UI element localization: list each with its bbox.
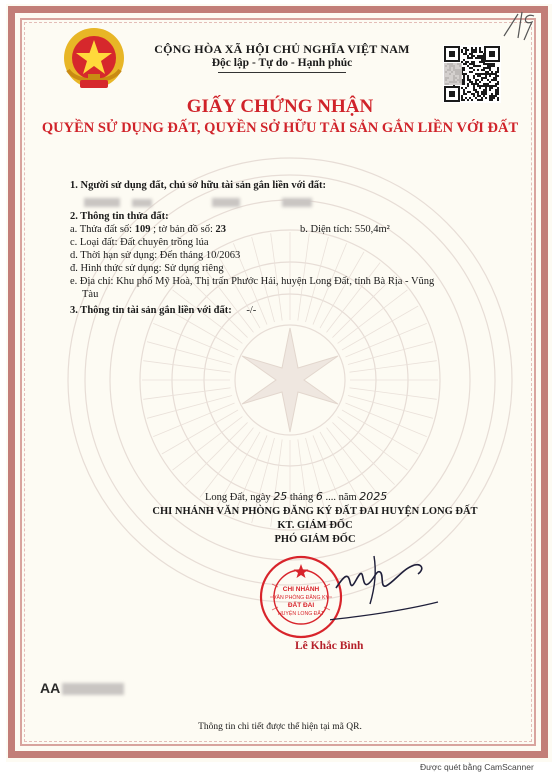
issue-place: Long Đất, ngày <box>205 492 271 503</box>
serial-number-prefix: AA <box>40 680 61 696</box>
issue-month-label: tháng <box>289 492 314 503</box>
certificate-subtitle: QUYỀN SỬ DỤNG ĐẤT, QUYỀN SỞ HỮU TÀI SẢN GẮN LIỀN VỚI ĐẤT <box>41 120 519 136</box>
map-sheet-label: ; tờ bản đồ số: <box>153 224 213 235</box>
on-behalf-of: KT. GIÁM ĐỐC <box>277 520 353 531</box>
assets-heading: 3. Thông tin tài sản gắn liền với đất: <box>70 305 232 316</box>
parcel-number-value: 109 <box>134 224 151 235</box>
redacted-owner-name <box>84 198 120 207</box>
country-name: CỘNG HÒA XÃ HỘI CHỦ NGHĨA VIỆT NAM <box>154 42 410 56</box>
signer-position: PHÓ GIÁM ĐỐC <box>274 534 356 545</box>
assets-line <box>70 305 256 316</box>
qr-footer-note: Thông tin chi tiết được thể hiện tại mã QR. <box>198 722 362 732</box>
svg-text:ĐẤT ĐAI: ĐẤT ĐAI <box>287 602 315 609</box>
handwritten-signature <box>330 548 440 628</box>
svg-text:VĂN PHÒNG ĐĂNG KÝ: VĂN PHÒNG ĐĂNG KÝ <box>273 595 329 601</box>
usage-form-line: đ. Hình thức sử dụng: Sử dụng riêng <box>70 263 224 274</box>
area-value: 550,4m² <box>354 224 390 235</box>
redacted-serial-number <box>62 683 124 695</box>
issue-date-line: Long Đất, ngày 25 tháng 6 .... năm 2025 <box>205 490 388 503</box>
area-label: b. Diện tích: <box>300 224 353 235</box>
issuing-office: CHI NHÁNH VĂN PHÒNG ĐĂNG KÝ ĐẤT ĐAI HUYỆN LONG ĐẤT <box>152 506 478 517</box>
issue-year: 2025 <box>359 490 388 503</box>
issue-year-label: năm <box>338 492 357 503</box>
map-sheet-value: 23 <box>215 224 227 235</box>
land-type-line: c. Loại đất: Đất chuyên trồng lúa <box>70 237 209 248</box>
address-line: e. Địa chỉ: Khu phố Mỹ Hoà, Thị trấn Phước Hải, huyện Long Đất, tỉnh Bà Rịa - Vũng <box>70 276 435 287</box>
motto-underline <box>218 72 346 73</box>
issue-day: 25 <box>273 490 288 503</box>
parcel-number-line <box>70 224 226 235</box>
area-line <box>300 224 390 235</box>
issue-month: 6 <box>315 490 323 503</box>
national-motto: Độc lập - Tự do - Hạnh phúc <box>211 57 353 69</box>
redacted-owner-name <box>132 199 152 207</box>
certificate-title: GIẤY CHỨNG NHẬN <box>186 96 374 117</box>
qr-code <box>443 45 501 103</box>
redacted-owner-name <box>282 198 312 207</box>
handwritten-number-mark <box>498 8 538 44</box>
parcel-heading: 2. Thông tin thửa đất: <box>70 211 169 222</box>
owner-heading: 1. Người sử dụng đất, chủ sở hữu tài sản gắn liền với đất: <box>70 180 327 191</box>
scanner-watermark: Được quét bằng CamScanner <box>420 762 534 772</box>
svg-text:CHI NHÁNH: CHI NHÁNH <box>282 586 320 593</box>
usage-term-line: d. Thời hạn sử dụng: Đến tháng 10/2063 <box>70 250 241 261</box>
redacted-owner-name <box>212 198 240 207</box>
parcel-number-label: a. Thửa đất số: <box>70 224 133 235</box>
signer-name: Lê Khắc Bình <box>295 640 364 652</box>
assets-value: -/- <box>246 305 257 316</box>
svg-text:HUYỆN LONG ĐẤT: HUYỆN LONG ĐẤT <box>277 611 325 617</box>
address-line-continued: Tàu <box>82 289 99 300</box>
national-emblem-icon <box>58 24 130 96</box>
